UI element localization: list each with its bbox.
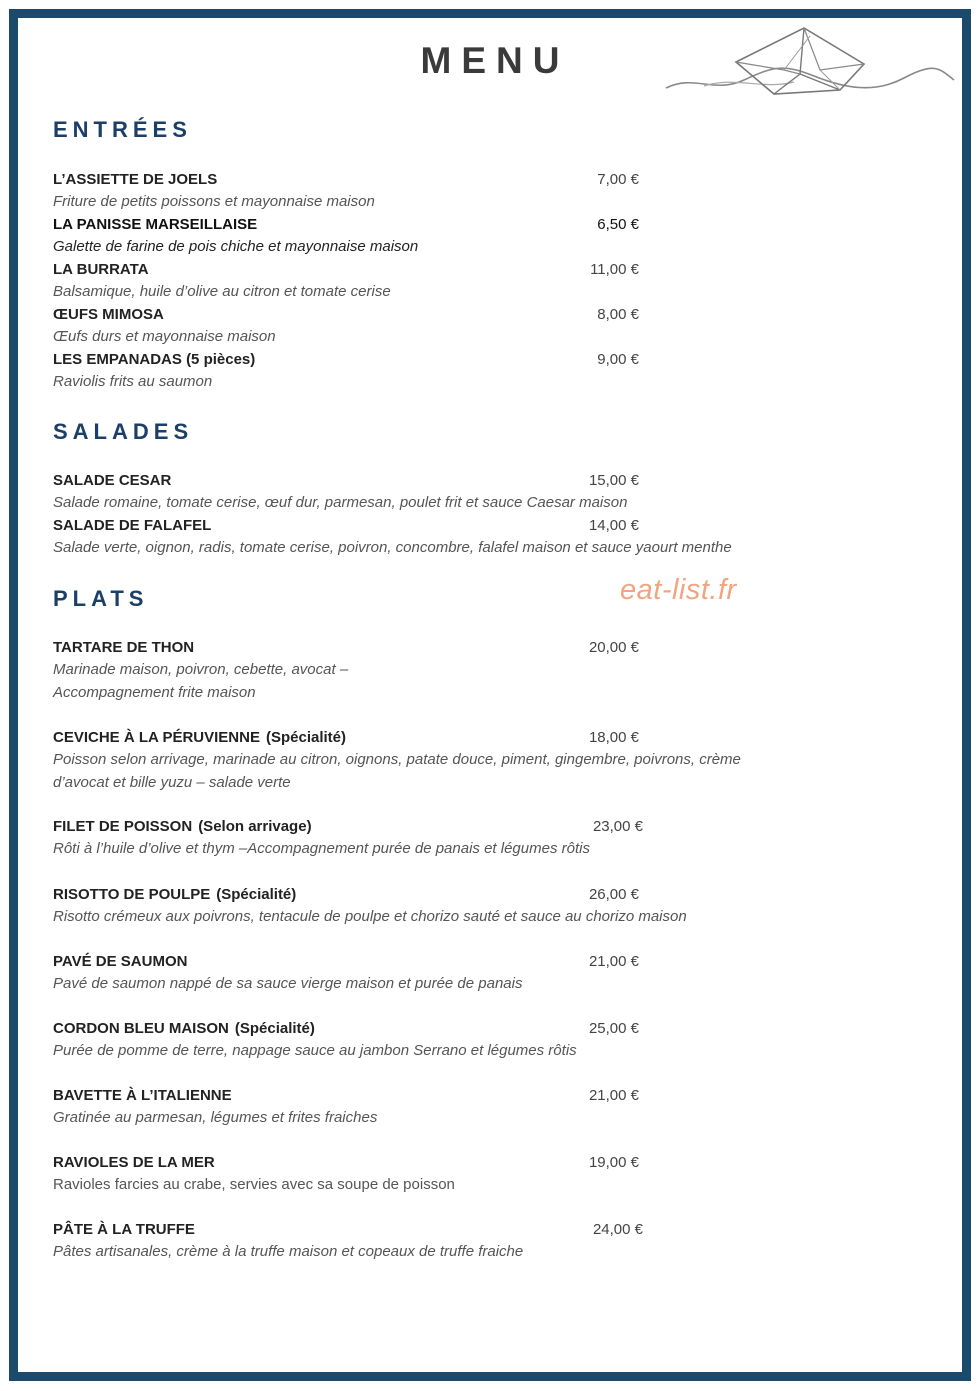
menu-item bbox=[53, 349, 873, 394]
item-name: LA BURRATA bbox=[53, 261, 149, 278]
item-description: Rôti à l’huile d’olive et thym –Accompagnement purée de panais et légumes rôtis bbox=[53, 840, 590, 857]
item-price: 21,00 € bbox=[588, 1087, 639, 1104]
item-name: L’ASSIETTE DE JOELS bbox=[53, 171, 218, 188]
menu-item bbox=[53, 884, 873, 929]
item-name: RISOTTO DE POULPE bbox=[53, 886, 211, 903]
menu-item bbox=[53, 169, 873, 214]
item-description: Purée de pomme de terre, nappage sauce au jambon Serrano et légumes rôtis bbox=[53, 1042, 577, 1059]
menu-item bbox=[53, 470, 873, 515]
item-tag: (Spécialité) bbox=[265, 729, 347, 746]
paper-boat-icon bbox=[664, 24, 956, 104]
menu-item bbox=[53, 1018, 873, 1063]
item-name: SALADE DE FALAFEL bbox=[53, 517, 212, 534]
menu-item bbox=[53, 515, 873, 560]
item-price: 19,00 € bbox=[588, 1154, 639, 1171]
menu-title: MENU bbox=[420, 40, 570, 81]
menu-item bbox=[53, 259, 873, 304]
item-price: 9,00 € bbox=[597, 351, 639, 368]
item-description: Gratinée au parmesan, légumes et frites fraiches bbox=[53, 1109, 378, 1126]
item-name: RAVIOLES DE LA MER bbox=[53, 1154, 215, 1171]
item-price: 11,00 € bbox=[590, 261, 639, 278]
item-name: LA PANISSE MARSEILLAISE bbox=[53, 216, 258, 233]
item-price: 21,00 € bbox=[588, 953, 639, 970]
item-name: CORDON BLEU MAISON bbox=[53, 1020, 229, 1037]
item-price: 20,00 € bbox=[588, 639, 639, 656]
item-description: Ravioles farcies au crabe, servies avec sa soupe de poisson bbox=[53, 1176, 455, 1193]
menu-item bbox=[53, 816, 873, 861]
menu-item bbox=[53, 727, 873, 794]
watermark: eat-list.fr bbox=[620, 574, 737, 606]
item-price: 24,00 € bbox=[592, 1221, 643, 1238]
item-tag: (Spécialité) bbox=[216, 886, 297, 903]
item-price: 15,00 € bbox=[588, 472, 639, 489]
item-price: 8,00 € bbox=[597, 306, 639, 323]
item-name: TARTARE DE THON bbox=[53, 639, 195, 656]
item-price: 7,00 € bbox=[597, 171, 639, 188]
menu-item bbox=[53, 304, 873, 349]
item-description: Balsamique, huile d’olive au citron et tomate cerise bbox=[53, 283, 391, 300]
item-name: BAVETTE À L’ITALIENNE bbox=[53, 1087, 232, 1104]
menu-item bbox=[53, 951, 873, 996]
item-description: d’avocat et bille yuzu – salade verte bbox=[53, 773, 291, 791]
menu-item bbox=[53, 637, 873, 704]
item-tag: (Selon arrivage) bbox=[198, 818, 312, 835]
menu-item bbox=[53, 214, 873, 259]
item-name: CEVICHE À LA PÉRUVIENNE bbox=[53, 729, 260, 746]
section-title-plats: PLATS bbox=[53, 586, 149, 611]
item-description: Friture de petits poissons et mayonnaise maison bbox=[53, 193, 375, 210]
item-name: FILET DE POISSON bbox=[53, 818, 193, 835]
item-description: Galette de farine de pois chiche et mayonnaise maison bbox=[53, 238, 419, 255]
item-price: 25,00 € bbox=[588, 1020, 639, 1037]
menu-item bbox=[53, 1085, 873, 1130]
item-description: Salade verte, oignon, radis, tomate cerise, poivron, concombre, falafel maison et sauce yaourt menthe bbox=[53, 539, 732, 556]
item-description: Pavé de saumon nappé de sa sauce vierge maison et purée de panais bbox=[53, 975, 523, 992]
item-price: 14,00 € bbox=[588, 517, 639, 534]
item-description: Œufs durs et mayonnaise maison bbox=[53, 328, 276, 345]
item-description: Marinade maison, poivron, cebette, avocat – bbox=[53, 661, 349, 678]
item-name: LES EMPANADAS (5 pièces) bbox=[53, 351, 256, 368]
section-title-salades: SALADES bbox=[53, 419, 194, 444]
item-description: Risotto crémeux aux poivrons, tentacule de poulpe et chorizo sauté et sauce au chorizo maison bbox=[53, 908, 687, 925]
item-description: Poisson selon arrivage, marinade au citron, oignons, patate douce, piment, gingembre, poivrons, crème bbox=[53, 751, 741, 768]
item-price: 26,00 € bbox=[588, 886, 639, 903]
item-price: 23,00 € bbox=[592, 818, 643, 835]
menu-item bbox=[53, 1152, 873, 1197]
item-description: Pâtes artisanales, crème à la truffe maison et copeaux de truffe fraiche bbox=[53, 1243, 524, 1260]
item-description: Salade romaine, tomate cerise, œuf dur, parmesan, poulet frit et sauce Caesar maison bbox=[53, 494, 628, 511]
item-description: Raviolis frits au saumon bbox=[53, 373, 213, 390]
item-name: PÂTE À LA TRUFFE bbox=[53, 1221, 195, 1238]
menu-item bbox=[53, 1219, 873, 1264]
item-price: 6,50 € bbox=[597, 216, 639, 233]
item-price: 18,00 € bbox=[588, 729, 639, 746]
item-name: PAVÉ DE SAUMON bbox=[53, 953, 188, 970]
item-description: Accompagnement frite maison bbox=[53, 683, 256, 701]
item-name: SALADE CESAR bbox=[53, 472, 172, 489]
item-name: ŒUFS MIMOSA bbox=[53, 306, 164, 323]
section-title-entrees: ENTRÉES bbox=[53, 117, 192, 142]
item-tag: (Spécialité) bbox=[234, 1020, 315, 1037]
